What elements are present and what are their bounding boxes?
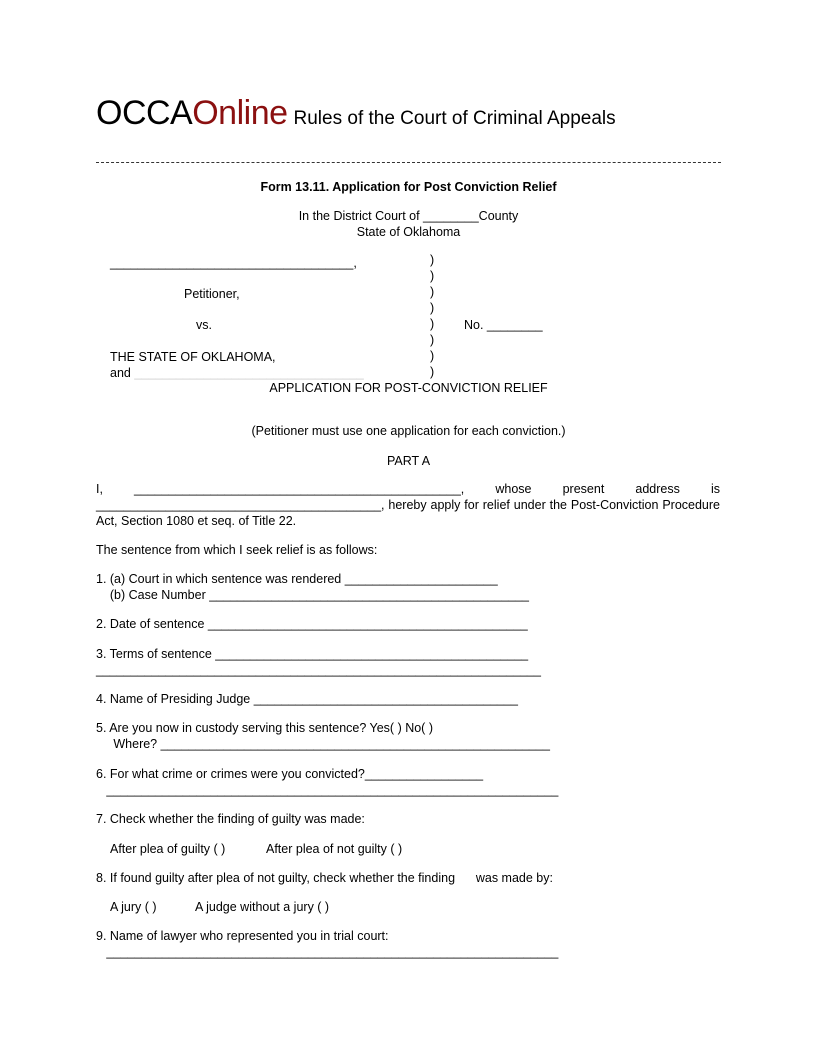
state-line: State of Oklahoma bbox=[356, 225, 461, 239]
petitioner-label: Petitioner, bbox=[184, 287, 240, 301]
brand-online: Online bbox=[192, 94, 288, 132]
header-subtitle: Rules of the Court of Criminal Appeals bbox=[293, 108, 616, 129]
and-blank: _________________________________ bbox=[134, 366, 364, 380]
question-2: 2. Date of sentence ______________________________________________ bbox=[96, 617, 528, 631]
brand-occa: OCCA bbox=[96, 94, 193, 132]
caption-paren: ) bbox=[430, 301, 435, 315]
form-title: Form 13.11. Application for Post Conviction Relief bbox=[260, 180, 557, 194]
and-label: and _________________________________ bbox=[110, 366, 364, 380]
caption-paren: ) bbox=[430, 285, 435, 299]
intro-line-3: Act, Section 1080 et seq. of Title 22. bbox=[96, 514, 297, 528]
question-9: 9. Name of lawyer who represented you in trial court: bbox=[96, 929, 389, 943]
question-9-continued: _________________________________________________________________ bbox=[96, 945, 559, 959]
question-5-where: Where? ________________________________________________________ bbox=[96, 737, 550, 751]
question-3: 3. Terms of sentence _____________________________________________ bbox=[96, 647, 529, 661]
intro-line-2: _________________________________________, hereby apply for relief under the Post-Conviction Procedure bbox=[96, 498, 720, 512]
document-title: APPLICATION FOR POST-CONVICTION RELIEF bbox=[269, 381, 548, 395]
question-8: 8. If found guilty after plea of not guilty, check whether the finding was made by: bbox=[96, 871, 553, 885]
vs-label: vs. bbox=[196, 318, 212, 332]
option-judge: A judge without a jury ( ) bbox=[195, 900, 330, 914]
sentence-intro: The sentence from which I seek relief is as follows: bbox=[96, 543, 378, 557]
case-number: No. ________ bbox=[464, 318, 543, 332]
option-jury: A jury ( ) bbox=[110, 900, 157, 914]
question-5: 5. Are you now in custody serving this sentence? Yes( ) No( ) bbox=[96, 721, 433, 735]
respondent-label: THE STATE OF OKLAHOMA, bbox=[110, 350, 276, 364]
caption-paren: ) bbox=[430, 253, 435, 267]
question-6-continued: _________________________________________________________________ bbox=[96, 783, 559, 797]
caption-paren: ) bbox=[430, 365, 435, 379]
petitioner-blank: ___________________________________, bbox=[110, 256, 357, 270]
caption-paren: ) bbox=[430, 317, 435, 331]
site-header bbox=[96, 96, 616, 130]
question-6: 6. For what crime or crimes were you convicted?_________________ bbox=[96, 767, 484, 781]
question-4: 4. Name of Presiding Judge ______________________________________ bbox=[96, 692, 518, 706]
question-3-continued: ________________________________________________________________ bbox=[96, 663, 541, 677]
caption-paren: ) bbox=[430, 333, 435, 347]
option-plea-not-guilty: After plea of not guilty ( ) bbox=[266, 842, 403, 856]
option-plea-guilty: After plea of guilty ( ) bbox=[110, 842, 226, 856]
question-1b: (b) Case Number ______________________________________________ bbox=[96, 588, 530, 602]
part-heading: PART A bbox=[386, 454, 431, 468]
question-7: 7. Check whether the finding of guilty was made: bbox=[96, 812, 365, 826]
intro-line-1: I, _______________________________________________, whose present address is bbox=[96, 482, 720, 496]
court-line: In the District Court of ________County bbox=[298, 209, 519, 223]
caption-paren: ) bbox=[430, 269, 435, 283]
question-1a: 1. (a) Court in which sentence was rendered ______________________ bbox=[96, 572, 498, 586]
instruction-text: (Petitioner must use one application for each conviction.) bbox=[251, 424, 566, 438]
header-divider bbox=[96, 162, 721, 163]
caption-paren: ) bbox=[430, 349, 435, 363]
